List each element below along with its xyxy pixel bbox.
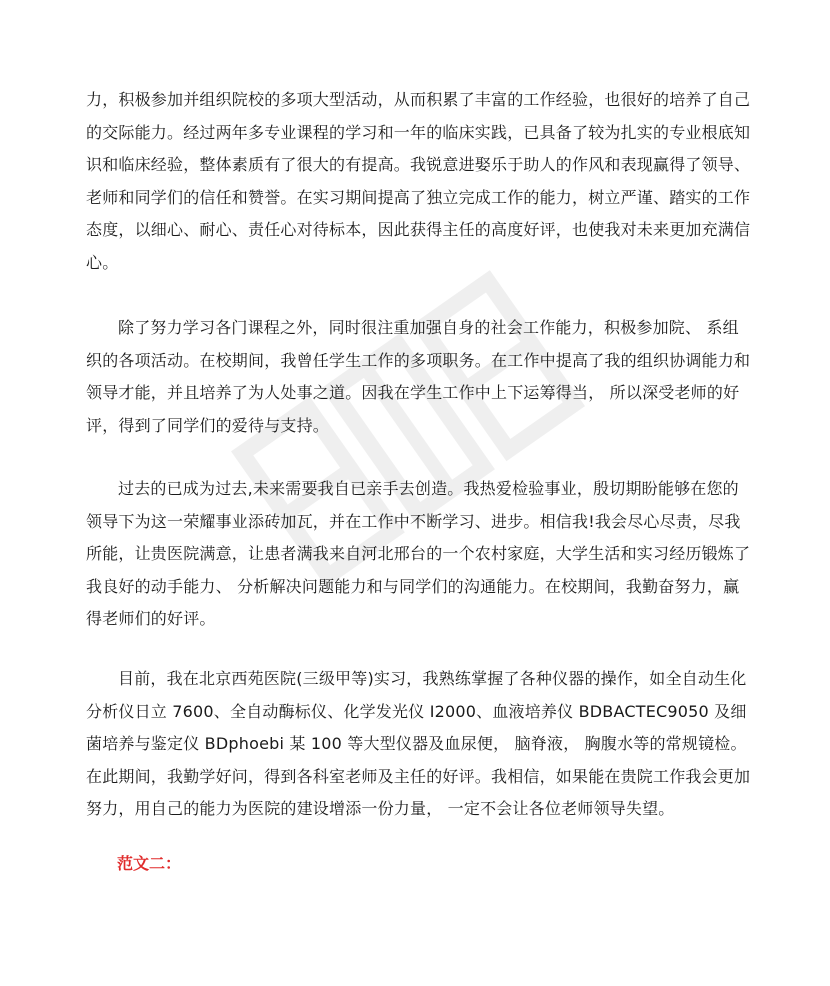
body-paragraph: 目前，我在北京西苑医院(三级甲等)实习，我熟练掌握了各种仪器的操作，如全自动生化分析仪日立 7600、全自动酶标仪、化学发光仪 I2000、血液培养仪 BDBACTEC9050 及细菌培养与鉴定仪 BDphoebi 某 100 等大型仪器及血尿便， 脑脊液， 胸腹水等的常规镜检。在此期间，我勤学好问，得到各科室老师及主任的好评。我相信，如果能在贵院工作我会更加努力，用自己的能力为医院的建设增添一份力量， 一定不会让各位老师领导失望。 (86, 669, 751, 818)
body-paragraph: 力，积极参加并组织院校的多项大型活动，从而积累了丰富的工作经验，也很好的培养了自己的交际能力。经过两年多专业课程的学习和一年的临床实践，已具备了较为扎实的专业根底知识和临床经验，整体素质有了很大的有提高。我锐意进娶乐于助人的作风和表现赢得了领导、老师和同学们的信任和赞誉。在实习期间提高了独立完成工作的能力，树立严谨、踏实的工作态度，以细心、耐心、责任心对待标本，因此获得主任的高度好评，也使我对未来更加充满信心。 (86, 90, 751, 272)
body-paragraph: 除了努力学习各门课程之外，同时很注重加强自身的社会工作能力，积极参加院、 系组织的各项活动。在校期间，我曾任学生工作的多项职务。在工作中提高了我的组织协调能力和领导才能，并且培养了为人处事之道。因我在学生工作中上下运筹得当， 所以深受老师的好评，得到了同学们的爱待与支持。 (86, 318, 751, 435)
body-paragraph: 过去的已成为过去,未来需要我自已亲手去创造。我热爱检验事业，殷切期盼能够在您的领导下为这一荣耀事业添砖加瓦，并在工作中不断学习、进步。相信我!我会尽心尽责，尽我所能，让贵医院满意，让患者满我来自河北邢台的一个农村家庭，大学生活和实习经历锻炼了我良好的动手能力、 分析解决问题能力和与同学们的沟通能力。在校期间，我勤奋努力，赢得老师们的好评。 (86, 479, 751, 628)
section-heading: 范文二： (117, 854, 182, 873)
